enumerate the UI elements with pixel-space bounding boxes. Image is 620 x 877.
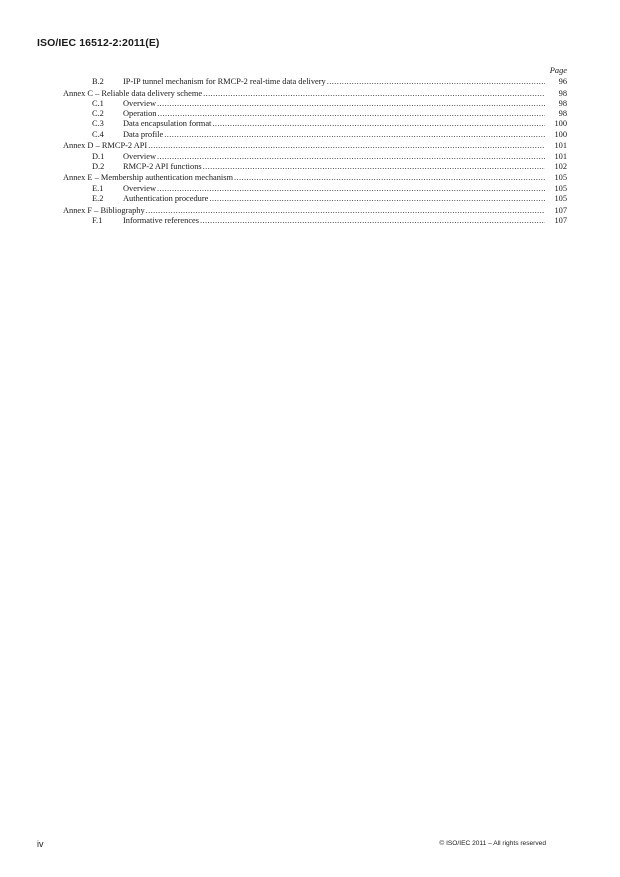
toc-dot-leader [203,162,545,172]
toc-entry-page-number: 105 [554,173,567,183]
toc-entry-title: Overview [123,98,157,108]
toc-dot-leader [164,130,545,140]
toc-entry-page-number: 107 [554,215,567,225]
toc-entry-number: D.2 [92,161,105,171]
toc-entry-number: F.1 [92,215,103,225]
toc-entry[interactable] [63,141,567,151]
toc-entry[interactable] [63,119,567,129]
toc-entry-page-number: 98 [558,88,567,98]
toc-entry-page-number: 101 [554,151,567,161]
toc-entry-page-number: 96 [558,77,567,86]
toc-entry-title: Annex C – Reliable data delivery scheme [63,88,203,98]
toc-dot-leader [209,194,545,204]
toc-entry-title: Authentication procedure [123,193,209,203]
toc-entry-title: Informative references [123,215,200,225]
toc-entry-number: D.1 [92,151,105,161]
toc-entries [63,77,567,226]
toc-entry-title: Overview [123,183,157,193]
toc-entry-page-number: 107 [554,205,567,215]
toc-dot-leader [158,109,546,119]
toc-entry-number: E.2 [92,193,104,203]
table-of-contents [63,65,567,226]
toc-entry-title: Data profile [123,129,164,139]
toc-dot-leader [157,152,545,162]
toc-entry-number: B.2 [92,77,104,86]
footer-copyright: © ISO/IEC 2011 – All rights reserved [439,840,546,847]
toc-entry-title: Annex D – RMCP-2 API [63,141,148,151]
toc-entry-title: Annex E – Membership authentication mechanism [63,173,234,183]
toc-entry-title: Annex F – Bibliography [63,205,145,215]
toc-entry-number: C.1 [92,98,104,108]
toc-page-column-heading: Page [549,66,567,75]
toc-dot-leader [327,77,545,87]
toc-dot-leader [234,173,545,183]
toc-entry-title: Overview [123,151,157,161]
toc-entry-page-number: 105 [554,193,567,203]
toc-dot-leader [200,216,545,226]
toc-entry-number: C.2 [92,109,104,119]
toc-entry-number: C.4 [92,129,104,139]
toc-entry[interactable] [63,216,567,226]
footer-page-number: iv [37,839,44,849]
toc-entry-page-number: 100 [554,129,567,139]
toc-entry-page-number: 98 [558,98,567,108]
document-header-title: ISO/IEC 16512-2:2011(E) [37,37,160,49]
toc-entry-title: RMCP-2 API functions [123,161,202,171]
toc-entry-title: IP-IP tunnel mechanism for RMCP-2 real-time data delivery [123,77,326,86]
toc-entry-page-number: 100 [554,119,567,129]
toc-dot-leader [148,141,545,151]
toc-entry[interactable] [63,184,567,194]
toc-entry-title: Data encapsulation format [123,119,212,129]
toc-entry-page-number: 101 [554,141,567,151]
toc-entry[interactable] [63,206,567,216]
toc-entry[interactable] [63,162,567,172]
toc-entry-page-number: 105 [554,183,567,193]
toc-entry-page-number: 98 [558,109,567,119]
toc-entry[interactable] [63,99,567,109]
toc-dot-leader [212,119,545,129]
toc-dot-leader [203,89,545,99]
toc-entry-number: C.3 [92,119,104,129]
toc-entry[interactable] [63,152,567,162]
toc-entry[interactable] [63,130,567,140]
toc-entry[interactable] [63,194,567,204]
toc-entry-number: E.1 [92,183,104,193]
toc-dot-leader [157,184,545,194]
toc-dot-leader [157,99,545,109]
toc-entry-title: Operation [123,109,157,119]
toc-entry[interactable] [63,89,567,99]
toc-dot-leader [146,206,545,216]
toc-entry[interactable] [63,109,567,119]
toc-entry[interactable] [63,173,567,183]
toc-entry[interactable] [63,77,567,87]
toc-entry-page-number: 102 [554,161,567,171]
